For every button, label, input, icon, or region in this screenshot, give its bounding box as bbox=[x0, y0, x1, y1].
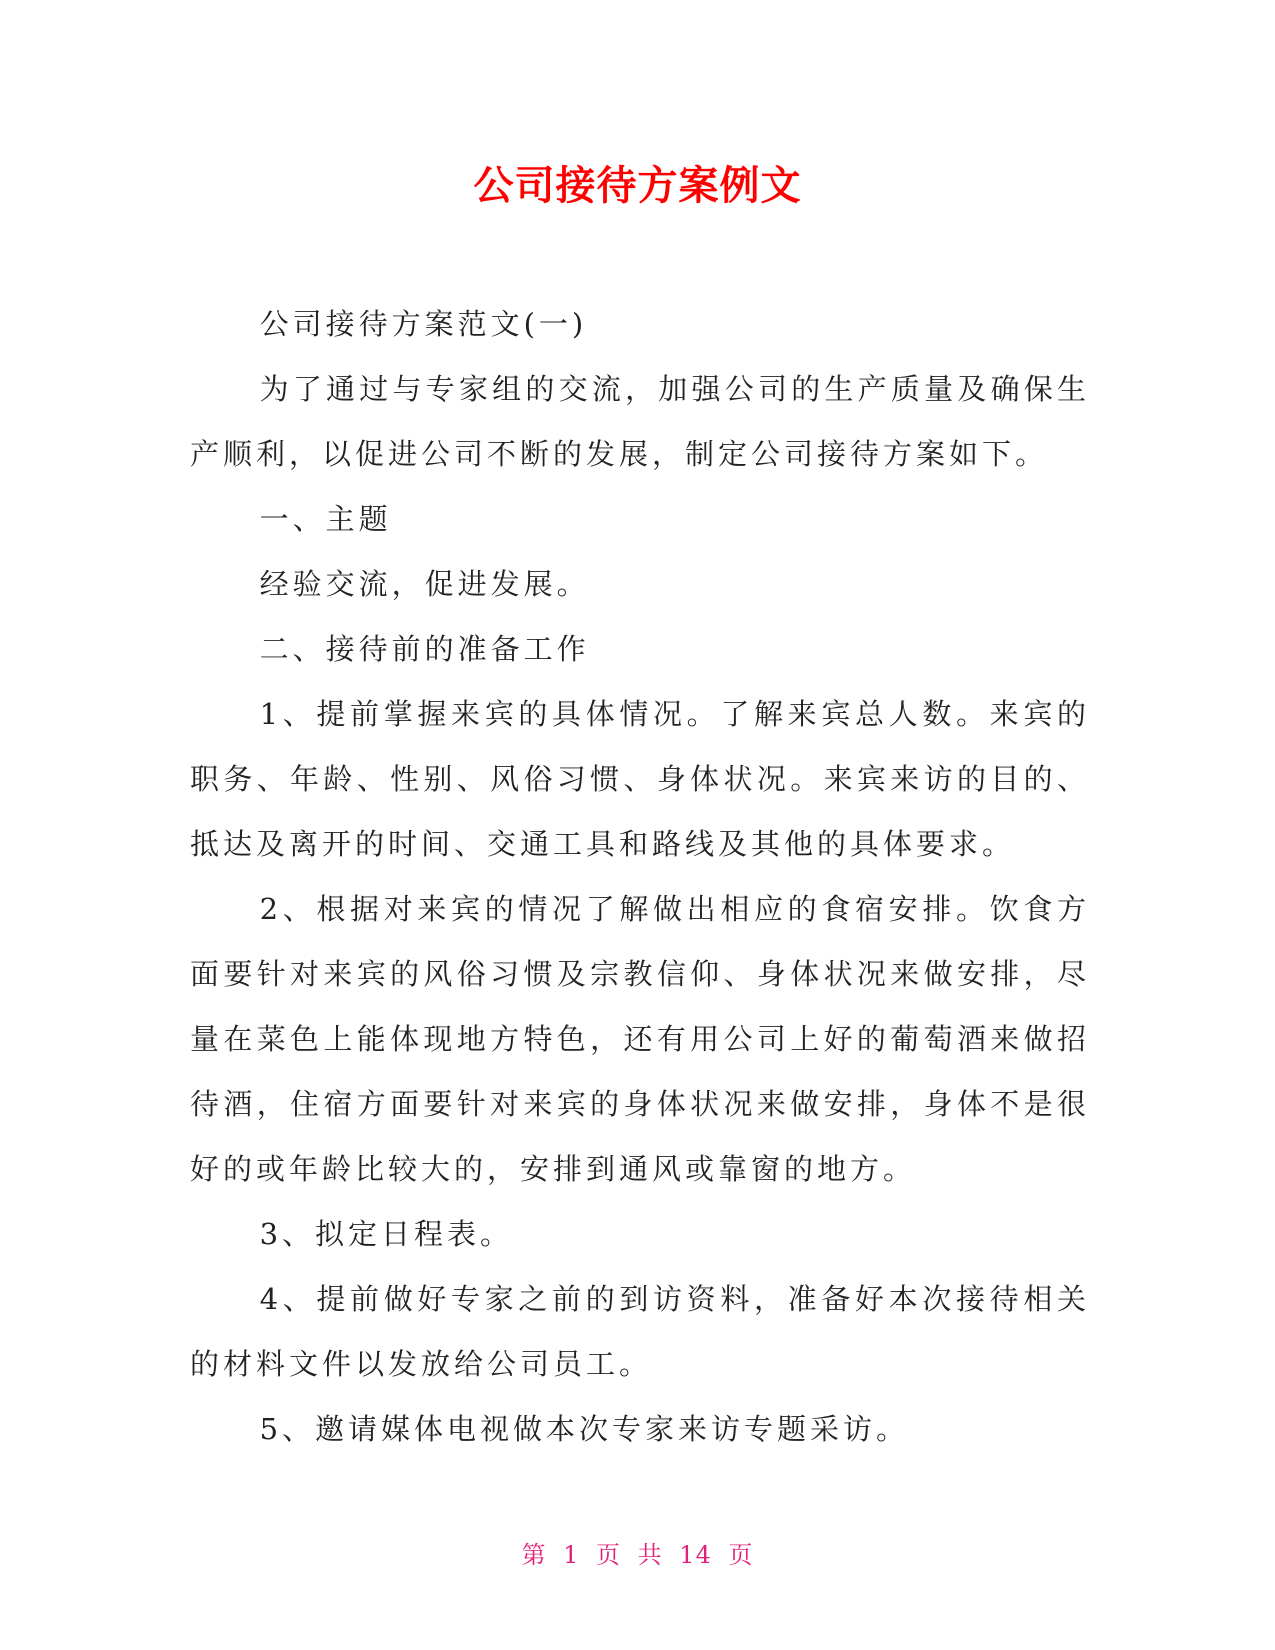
list-item: 5、邀请媒体电视做本次专家来访专题采访。 bbox=[259, 1412, 910, 1446]
section-heading: 一、主题 bbox=[259, 502, 392, 536]
body-paragraph: 为了通过与专家组的交流，加强公司的生产质量及确保生产顺利，以促进公司不断的发展，制定公司接待方案如下。 bbox=[190, 372, 1090, 471]
list-item: 4、提前做好专家之前的到访资料，准备好本次接待相关的材料文件以发放给公司员工。 bbox=[190, 1282, 1090, 1381]
page-number-footer: 第 1 页 共 14 页 bbox=[521, 1541, 754, 1569]
list-item: 3、拟定日程表。 bbox=[259, 1217, 514, 1251]
section-heading: 二、接待前的准备工作 bbox=[259, 632, 590, 666]
list-item: 1、提前掌握来宾的具体情况。了解来宾总人数。来宾的职务、年龄、性别、风俗习惯、身体状况。来宾来访的目的、抵达及离开的时间、交通工具和路线及其他的具体要求。 bbox=[190, 697, 1090, 861]
body-paragraph: 经验交流，促进发展。 bbox=[259, 567, 590, 601]
list-item: 2、根据对来宾的情况了解做出相应的食宿安排。饮食方面要针对来宾的风俗习惯及宗教信仰、身体状况来做安排，尽量在菜色上能体现地方特色，还有用公司上好的葡萄酒来做招待酒，住宿方面要针对来宾的身体状况来做安排，身体不是很好的或年龄比较大的，安排到通风或靠窗的地方。 bbox=[190, 892, 1090, 1186]
document-body bbox=[190, 292, 1090, 1462]
document-title: 公司接待方案例文 bbox=[473, 163, 802, 209]
section-heading: 公司接待方案范文(一) bbox=[259, 307, 588, 341]
